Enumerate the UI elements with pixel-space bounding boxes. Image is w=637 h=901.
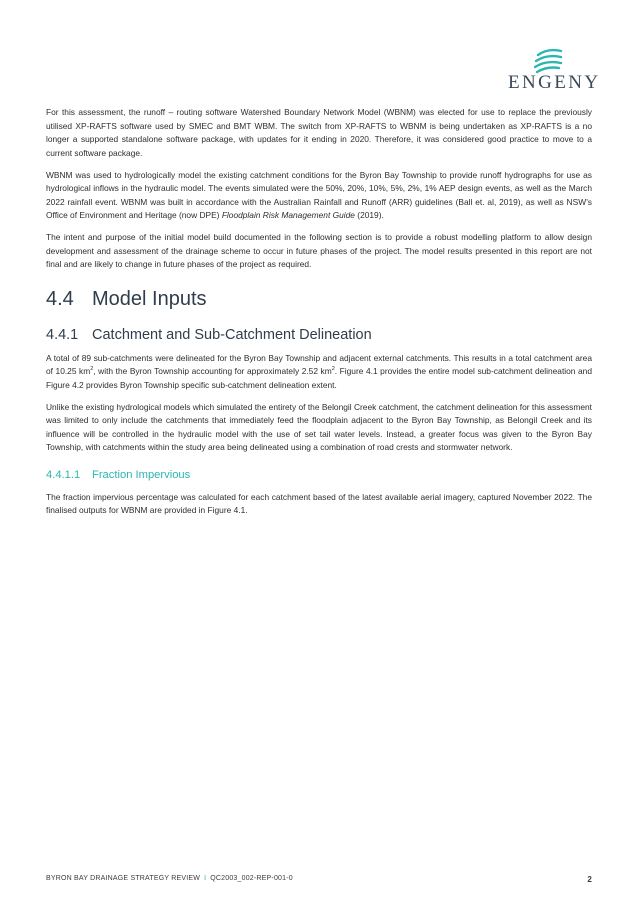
subsection-heading bbox=[46, 327, 592, 343]
subsubsection-number: 4.4.1.1 bbox=[46, 468, 81, 481]
paragraph-model-intent: The intent and purpose of the initial model build documented in the following section is to provide a robust modelling platform to allow design development and assessment of the drainage scheme to occur in future phases of the project. The model results presented in this report are not final and are likely to change in future phases of the project as required. bbox=[46, 232, 592, 269]
page-body bbox=[46, 106, 592, 526]
subsection-title: Catchment and Sub-Catchment Delineation bbox=[92, 326, 372, 343]
section-heading bbox=[46, 288, 592, 311]
paragraph-fraction-impervious: The fraction impervious percentage was calculated for each catchment based of the latest available aerial imagery, captured November 2022. The finalised outputs for WBNM are provided in Figure 4.1. bbox=[46, 491, 592, 515]
paragraph-catchment-limits: Unlike the existing hydrological models which simulated the entirety of the Belongil Creek catchment, the catchment delineation for this assessment was limited to only include the catchments that immediately feed the floodplain adjacent to the Byron Bay Township, as Belongil Creek and its influence will be controlled in the hydraulic model with the use of set tail water levels. Instead, a greater focus was given to the Byron Bay Township, with catchments within the study area being delineated using a combination of road crests and stormwater network. bbox=[46, 401, 592, 452]
engeny-wave-icon bbox=[534, 48, 564, 74]
page-number: 2 bbox=[587, 875, 592, 884]
engeny-logo bbox=[500, 48, 600, 98]
paragraph-subcatchments: A total of 89 sub-catchments were delineated for the Byron Bay Township and adjacent external catchments. This results in a total catchment area of 10.25 $km^2$, with the Byron Township accounting for approximately 2.52 $km^2$. Figure 4.1 provides the entire model sub-catchment delineation and Figure 4.2 provides Byron Township specific sub-catchment delineation extent. bbox=[46, 352, 592, 390]
subsubsection-heading bbox=[46, 469, 592, 481]
subsubsection-title: Fraction Impervious bbox=[92, 468, 191, 481]
paragraph-wbnm-usage: WBNM was used to hydrologically model the existing catchment conditions for the Byron Bay Township to provide runoff hydrographs for use as hydrological inflows in the hydraulic model. The events simulated were the 50%, 20%, 10%, 5%, 2%, 1% AEP design events, as well as the March 2022 rainfall event. WBNM was built in accordance with the Australian Rainfall and Runoff (ARR) guidelines (Ball et. al, 2019), as well as NSW’s Office of Environment and Heritage (now DPE) Floodplain Risk Management Guide (2019). bbox=[46, 169, 592, 220]
section-number: 4.4 bbox=[46, 287, 74, 310]
section-title: Model Inputs bbox=[92, 287, 207, 310]
subsection-number: 4.4.1 bbox=[46, 326, 79, 343]
paragraph-wbnm-selection: For this assessment, the runoff – routing software Watershed Boundary Network Model (WBNM) was elected for use to replace the previously utilised XP-RAFTS software used by SMEC and BMT WBM. The switch from XP-RAFTS to WBNM is being undertaken as XP-RAFTS is a no longer a supported standalone software package, with updates for it ending in 2020. Therefore, it was considered good practice to move to a current software package. bbox=[46, 107, 592, 158]
logo-wordmark: ENGENY bbox=[508, 72, 601, 93]
footer-doc-number: QC2003_002-REP-001-0 bbox=[210, 875, 293, 882]
footer-separator: I bbox=[204, 875, 207, 882]
guide-title: Floodplain Risk Management Guide bbox=[221, 210, 355, 220]
page-footer bbox=[46, 875, 592, 884]
footer-title: BYRON BAY DRAINAGE STRATEGY REVIEW bbox=[46, 875, 201, 882]
